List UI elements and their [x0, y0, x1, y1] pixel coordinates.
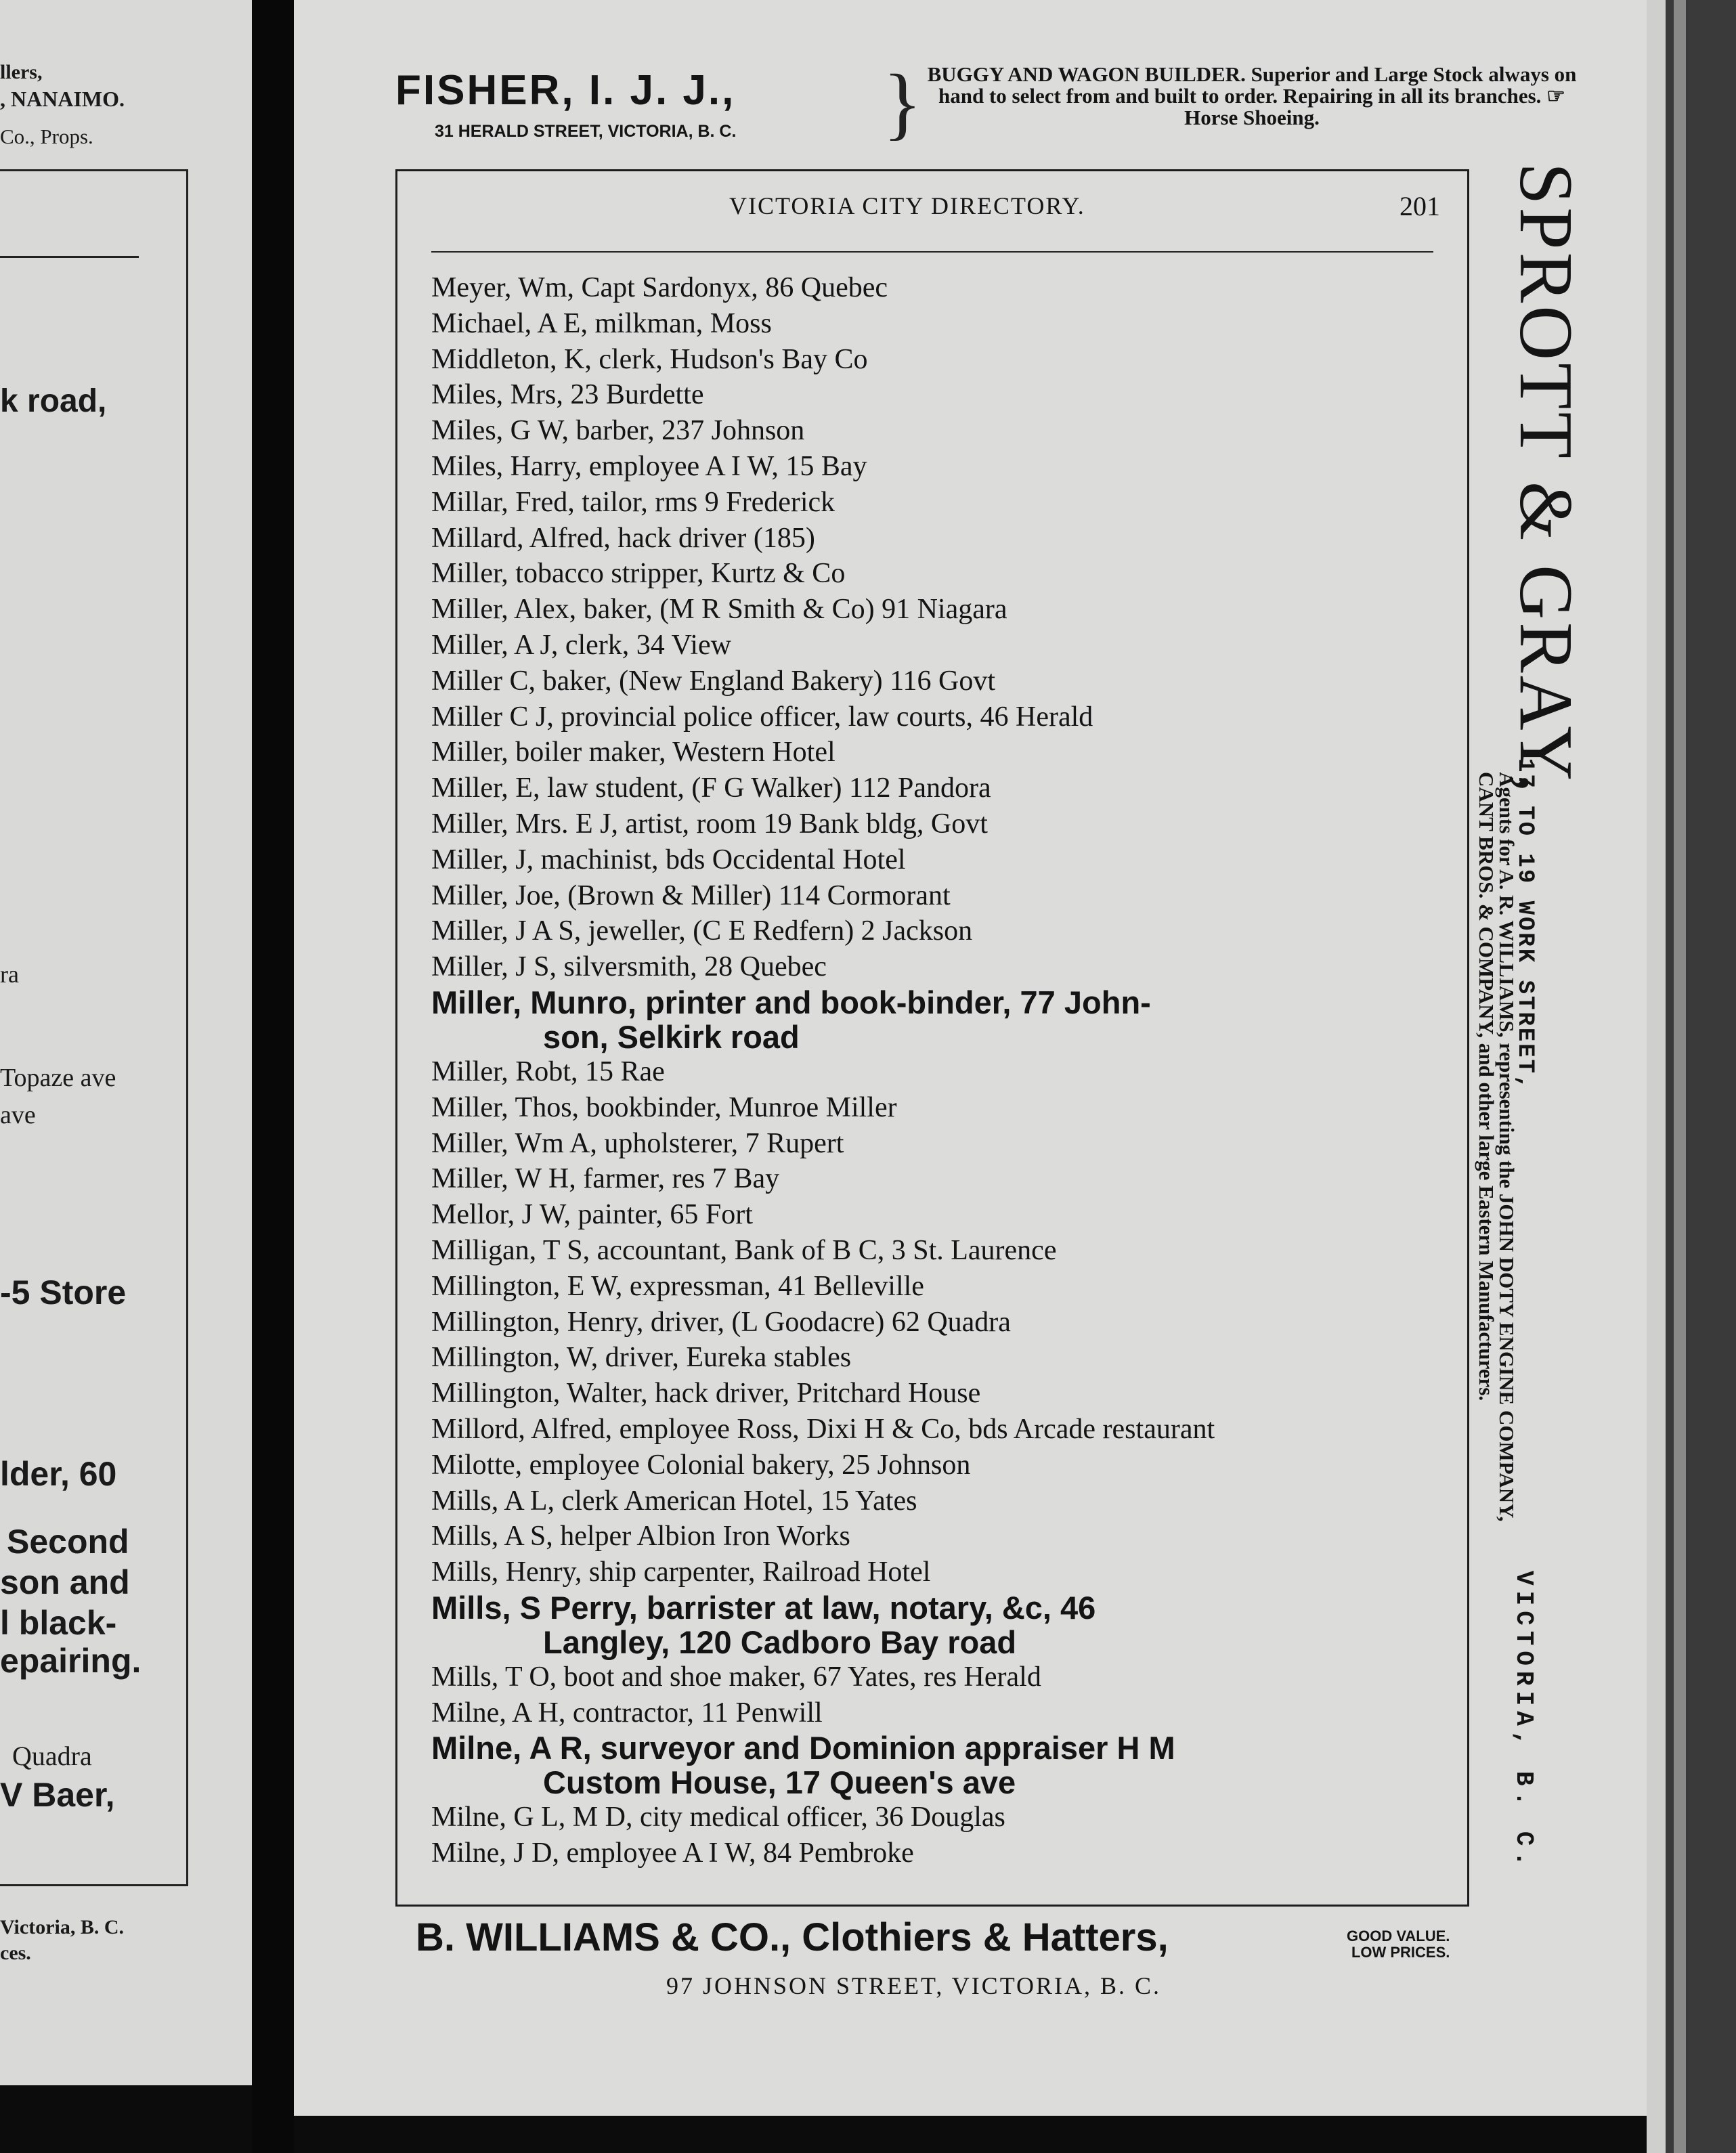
directory-entry	[431, 1090, 1447, 1126]
entry-text: Mills, S Perry, barrister at law, notary, &c, 46	[431, 1589, 1096, 1626]
entry-text: Miller C J, provincial police officer, law courts, 46 Herald	[431, 701, 1093, 733]
facing-page-text: ces.	[0, 1942, 31, 1964]
facing-page-text: son and	[0, 1563, 130, 1601]
directory-entry	[431, 413, 1447, 449]
advertiser-name: FISHER, I. J. J.,	[395, 67, 736, 114]
directory-entry	[431, 1519, 1447, 1554]
directory-entry	[431, 949, 1447, 985]
page-title: VICTORIA CITY DIRECTORY.	[729, 192, 1085, 219]
directory-entry	[431, 1800, 1447, 1835]
entry-text: Milligan, T S, accountant, Bank of B C, 3 St. Laurence	[431, 1234, 1057, 1266]
entry-text: Mellor, J W, painter, 65 Fort	[431, 1199, 753, 1231]
entry-text: Miller, J A S, jeweller, (C E Redfern) 2 Jackson	[431, 915, 973, 947]
facing-page-text: ra	[0, 961, 19, 988]
entry-text: Millington, E W, expressman, 41 Belleville	[431, 1270, 924, 1302]
entry-text: Miller, A J, clerk, 34 View	[431, 629, 731, 661]
slogan-line: LOW PRICES.	[1351, 1944, 1450, 1961]
book-gutter	[252, 0, 294, 2153]
entry-text: Miller, Munro, printer and book-binder, 77 John-	[431, 984, 1151, 1020]
entry-text: Miles, G W, barber, 237 Johnson	[431, 415, 805, 447]
facing-page-text: -5 Store	[0, 1274, 127, 1311]
bottom-ad-slogan	[1347, 1928, 1450, 1961]
facing-page-text: Second	[7, 1523, 129, 1561]
entry-text: Miller, W H, farmer, res 7 Bay	[431, 1163, 780, 1195]
facing-page-text: V Baer,	[0, 1776, 115, 1814]
entry-text: Mills, A S, helper Albion Iron Works	[431, 1521, 850, 1552]
facing-page-text: epairing.	[0, 1642, 142, 1680]
slogan-line: GOOD VALUE.	[1347, 1928, 1450, 1944]
directory-entry	[431, 1340, 1447, 1376]
facing-page-text: Co., Props.	[0, 125, 93, 148]
entry-text: Millar, Fred, tailor, rms 9 Frederick	[431, 486, 836, 518]
advertiser-address: 31 HERALD STREET, VICTORIA, B. C.	[435, 122, 737, 141]
directory-entry	[431, 1659, 1447, 1695]
facing-page-text: Quadra	[12, 1741, 92, 1771]
entry-text: Millington, Walter, hack driver, Pritchard House	[431, 1378, 981, 1410]
directory-entry	[431, 628, 1447, 664]
directory-entry	[431, 913, 1447, 949]
bottom-ad-name: B. WILLIAMS & CO., Clothiers & Hatters,	[416, 1915, 1169, 1959]
directory-entry	[431, 1590, 1440, 1659]
directory-entry	[431, 377, 1447, 413]
entry-text: Miller, E, law student, (F G Walker) 112 Pandora	[431, 773, 991, 804]
entry-text: Miles, Harry, employee A I W, 15 Bay	[431, 450, 867, 482]
side-ad-agents-line: CANT BROS. & COMPANY, and other large Eastern Manufacturers.	[1475, 772, 1498, 1401]
directory-entry	[431, 664, 1447, 699]
entry-text: Miller, Robt, 15 Rae	[431, 1056, 665, 1087]
page-number: 201	[1399, 191, 1440, 221]
sprott-gray-advertisement	[1475, 162, 1590, 1923]
directory-entry	[431, 1448, 1447, 1483]
entry-continuation: son, Selkirk road	[543, 1018, 800, 1055]
directory-entry	[431, 1695, 1447, 1731]
directory-entry	[431, 1835, 1447, 1871]
entry-text: Millord, Alfred, employee Ross, Dixi H & Co, bds Arcade restaurant	[431, 1413, 1215, 1445]
directory-entry	[431, 1305, 1447, 1341]
facing-page-text: , NANAIMO.	[0, 87, 125, 111]
directory-entry	[431, 1483, 1447, 1519]
entry-continuation: Langley, 120 Cadboro Bay road	[543, 1624, 1017, 1660]
entry-text: Michael, A E, milkman, Moss	[431, 307, 772, 339]
bottom-ad-address: 97 JOHNSON STREET, VICTORIA, B. C.	[666, 1972, 1162, 1999]
side-ad-city: VICTORIA, B. C.	[1510, 1571, 1538, 1872]
directory-frame	[395, 169, 1469, 1907]
entry-text: Millington, W, driver, Eureka stables	[431, 1342, 852, 1374]
running-header	[397, 192, 1467, 225]
facing-page-text: Victoria, B. C.	[0, 1916, 125, 1938]
directory-entries	[431, 270, 1447, 1871]
entry-text: Middleton, K, clerk, Hudson's Bay Co	[431, 343, 868, 375]
entry-text: Milotte, employee Colonial bakery, 25 Johnson	[431, 1449, 971, 1481]
directory-entry	[431, 1054, 1447, 1090]
facing-page-text: Topaze ave	[0, 1064, 116, 1092]
entry-text: Mills, Henry, ship carpenter, Railroad Hotel	[431, 1557, 931, 1588]
entry-text: Miller, boiler maker, Western Hotel	[431, 737, 836, 768]
entry-text: Milne, A R, surveyor and Dominion appraiser H M	[431, 1730, 1175, 1766]
header-rule	[431, 251, 1433, 253]
advertiser-description: BUGGY AND WAGON BUILDER. Superior and Large Stock always on hand to select from and built to order. Repairing in all its branches. ☞Horse Shoeing.	[927, 62, 1577, 129]
directory-entry	[431, 985, 1440, 1054]
directory-entry	[431, 1233, 1447, 1269]
entry-text: Miller, tobacco stripper, Kurtz & Co	[431, 558, 846, 590]
directory-entry	[431, 1731, 1440, 1800]
entry-text: Mills, A L, clerk American Hotel, 15 Yates	[431, 1485, 917, 1517]
entry-text: Miller, Thos, bookbinder, Munroe Miller	[431, 1091, 897, 1123]
entry-text: Millard, Alfred, hack driver (185)	[431, 522, 815, 554]
directory-entry	[431, 806, 1447, 842]
directory-entry	[431, 449, 1447, 485]
directory-entry	[431, 699, 1447, 735]
entry-text: Miller, J, machinist, bds Occidental Hotel	[431, 844, 906, 875]
directory-entry	[431, 735, 1447, 770]
entry-text: Millington, Henry, driver, (L Goodacre) 62 Quadra	[431, 1306, 1011, 1338]
directory-entry	[431, 592, 1447, 628]
facing-page-text: ave	[0, 1101, 36, 1129]
side-ad-name: SPROTT & GRAY,	[1504, 162, 1588, 796]
facing-page-text: l black-	[0, 1604, 117, 1642]
williams-advertisement	[395, 1915, 1546, 2009]
directory-entry	[431, 306, 1447, 342]
directory-entry	[431, 842, 1447, 878]
entry-text: Miller, Mrs. E J, artist, room 19 Bank bldg, Govt	[431, 808, 988, 840]
directory-entry	[431, 1126, 1447, 1162]
directory-entry	[431, 1161, 1447, 1197]
facing-page-rule	[0, 256, 139, 258]
facing-page	[0, 0, 252, 2085]
entry-text: Miles, Mrs, 23 Burdette	[431, 379, 704, 411]
entry-text: Milne, J D, employee A I W, 84 Pembroke	[431, 1837, 914, 1869]
entry-text: Miller, J S, silversmith, 28 Quebec	[431, 951, 827, 983]
page-edge	[1647, 0, 1736, 2153]
entry-continuation: Custom House, 17 Queen's ave	[543, 1764, 1016, 1801]
directory-entry	[431, 342, 1447, 378]
directory-entry	[431, 1554, 1447, 1590]
side-ad-address: 17 TO 19 WORK STREET,	[1512, 758, 1538, 1091]
directory-entry	[431, 556, 1447, 592]
side-ad-agents-line: Agents for A. R. WILLIAMS, representing the JOHN DOTY ENGINE COMPANY,	[1495, 772, 1519, 1522]
facing-page-text: lder, 60	[0, 1455, 117, 1493]
directory-entry	[431, 1269, 1447, 1305]
entry-text: Milne, G L, M D, city medical officer, 36 Douglas	[431, 1802, 1005, 1833]
directory-entry	[431, 521, 1447, 557]
directory-entry	[431, 1376, 1447, 1412]
directory-entry	[431, 1197, 1447, 1233]
facing-page-text: llers,	[0, 61, 43, 83]
entry-text: Meyer, Wm, Capt Sardonyx, 86 Quebec	[431, 272, 888, 303]
directory-entry	[431, 270, 1447, 306]
directory-entry	[431, 485, 1447, 521]
directory-entry	[431, 1412, 1447, 1448]
directory-page	[294, 0, 1647, 2116]
facing-page-text: k road,	[0, 383, 107, 419]
entry-text: Milne, A H, contractor, 11 Penwill	[431, 1697, 823, 1728]
directory-entry	[431, 770, 1447, 806]
entry-text: Miller, Alex, baker, (M R Smith & Co) 91 Niagara	[431, 594, 1007, 626]
entry-text: Mills, T O, boot and shoe maker, 67 Yates, res Herald	[431, 1661, 1041, 1693]
entry-text: Miller C, baker, (New England Bakery) 116 Govt	[431, 665, 996, 697]
directory-entry	[431, 878, 1447, 914]
brace-ornament: }	[883, 58, 922, 148]
entry-text: Miller, Joe, (Brown & Miller) 114 Cormorant	[431, 879, 951, 911]
fisher-advertisement	[395, 58, 1577, 161]
entry-text: Miller, Wm A, upholsterer, 7 Rupert	[431, 1127, 844, 1159]
